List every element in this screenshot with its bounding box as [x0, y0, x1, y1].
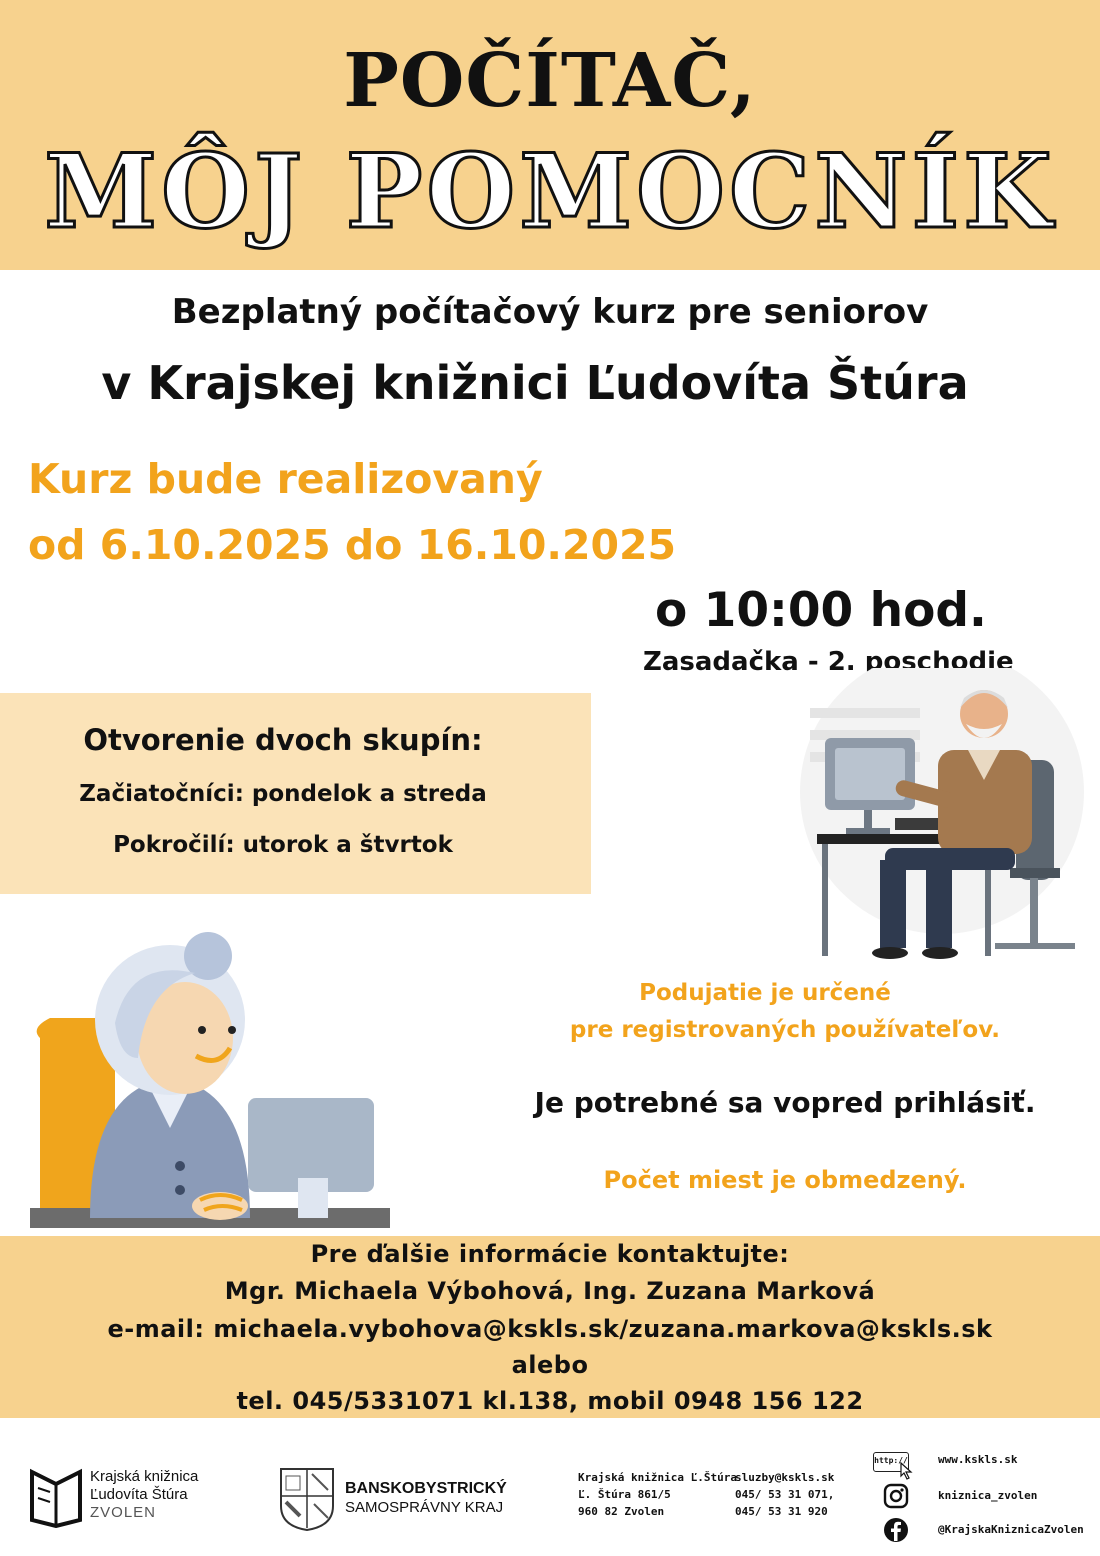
title-line-1: POČÍTAČ, [343, 38, 757, 124]
signup-note: Je potrebné sa vopred prihlásiť. [534, 1086, 1036, 1119]
contact-phone: tel. 045/5331071 kl.138, mobil 0948 156 122 [236, 1387, 864, 1415]
instagram-handle[interactable]: kniznica_zvolen [938, 1489, 1038, 1502]
facebook-handle[interactable]: @KrajskaKniznicaZvolen [938, 1523, 1084, 1536]
senior-man-illustration [790, 668, 1090, 968]
contact-heading: Pre ďalšie informácie kontaktujte: [310, 1240, 790, 1268]
course-room: Zasadačka - 2. poschodie [643, 647, 1014, 677]
library-logo-line-2: Ľudovíta Štúra [90, 1486, 188, 1503]
library-logo-line-3: ZVOLEN [90, 1504, 157, 1521]
footer-email-link[interactable]: sluzby@kskls.sk [735, 1471, 835, 1484]
instagram-icon[interactable] [883, 1483, 909, 1509]
course-dates: od 6.10.2025 do 16.10.2025 [28, 521, 677, 569]
course-time: o 10:00 hod. [655, 583, 987, 638]
library-book-logo [28, 1468, 84, 1528]
course-intro-text: Kurz bude realizovaný [28, 455, 543, 503]
address-line-2: Ľ. Štúra 861/5 [578, 1488, 671, 1501]
contact-or: alebo [511, 1351, 589, 1379]
library-subtitle: v Krajskej knižnici Ľudovíta Štúra [101, 356, 969, 410]
footer-contact [735, 1469, 834, 1520]
groups-title: Otvorenie dvoch skupín: [83, 723, 483, 757]
group-advanced: Pokročilí: utorok a štvrtok [113, 832, 453, 858]
limited-seats-note: Počet miest je obmedzený. [603, 1166, 967, 1194]
title-line-2: MÔJ POMOCNÍK [44, 132, 1056, 252]
library-logo-text [90, 1468, 198, 1522]
contact-names: Mgr. Michaela Výbohová, Ing. Zuzana Marková [224, 1277, 876, 1305]
facebook-icon[interactable] [883, 1517, 909, 1543]
address-line-1: Krajská knižnica Ľ.Štúra [578, 1471, 737, 1484]
registered-note-line-1: Podujatie je určené [639, 980, 891, 1006]
web-icon-label: http:// [874, 1456, 908, 1465]
library-logo-line-1: Krajská knižnica [90, 1468, 199, 1485]
footer-address [578, 1469, 737, 1520]
region-line-1: BANSKOBYSTRICKÝ [345, 1480, 507, 1497]
senior-woman-illustration [20, 918, 405, 1233]
region-line-2: SAMOSPRÁVNY KRAJ [345, 1499, 504, 1516]
contact-email: e-mail: michaela.vybohova@kskls.sk/zuzana.markova@kskls.sk [107, 1315, 993, 1343]
registered-note-line-2: pre registrovaných používateľov. [569, 1017, 1001, 1043]
group-beginners: Začiatočníci: pondelok a streda [79, 781, 487, 807]
region-text [345, 1479, 507, 1517]
footer-phone-1: 045/ 53 31 071, [735, 1488, 835, 1501]
course-subtitle: Bezplatný počítačový kurz pre seniorov [171, 292, 929, 332]
website-link[interactable]: www.kskls.sk [938, 1453, 1018, 1466]
cursor-icon [900, 1462, 914, 1480]
address-line-3: 960 82 Zvolen [578, 1505, 665, 1518]
region-coat-of-arms [278, 1466, 336, 1532]
footer-phone-2: 045/ 53 31 920 [735, 1505, 828, 1518]
